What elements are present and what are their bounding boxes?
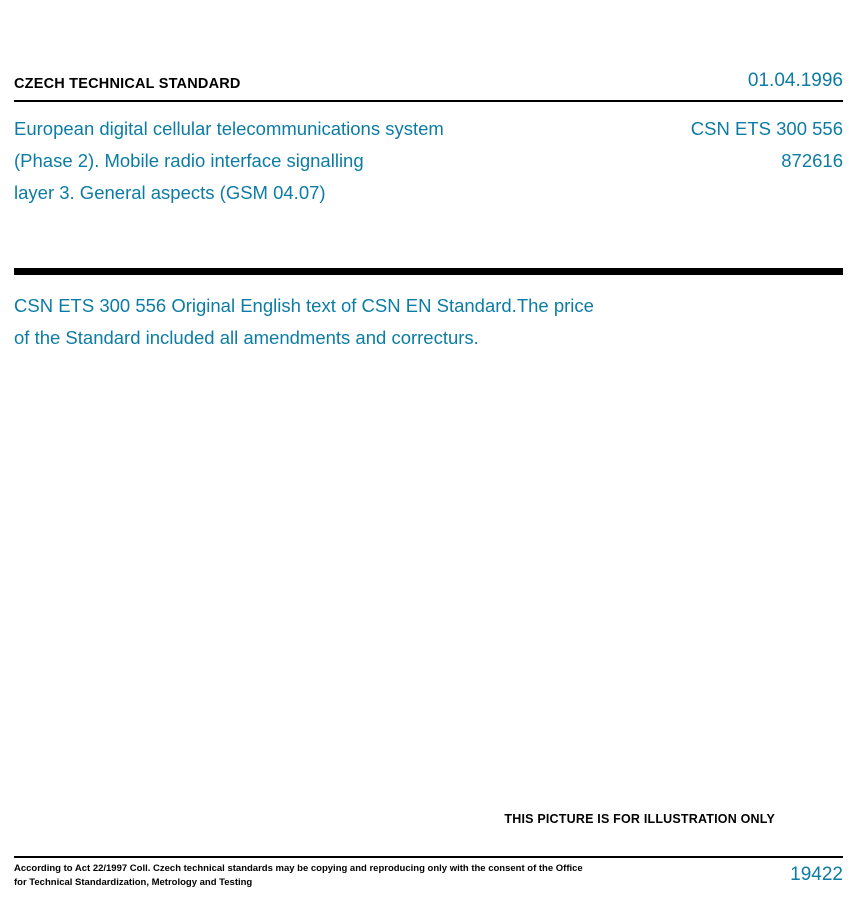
footer-legal-text [14, 862, 614, 889]
page-title: CZECH TECHNICAL STANDARD [14, 76, 241, 92]
header-divider [14, 100, 843, 102]
standard-note-line: CSN ETS 300 556 Original English text of CSN EN Standard.The price [14, 295, 594, 316]
standard-designation: CSN ETS 300 556 [690, 118, 843, 139]
publication-date: 01.04.1996 [747, 70, 843, 91]
standard-title-line: layer 3. General aspects (GSM 04.07) [14, 182, 326, 203]
standard-title-line: (Phase 2). Mobile radio interface signalling [14, 150, 364, 171]
standard-title [14, 113, 574, 209]
title-block [14, 113, 843, 209]
footer-document-number: 19422 [790, 864, 843, 885]
standard-title-line: European digital cellular telecommunications system [14, 118, 444, 139]
document-footer [14, 862, 843, 889]
illustration-notice: THIS PICTURE IS FOR ILLUSTRATION ONLY [504, 812, 775, 826]
footer-legal-line: for Technical Standardization, Metrology and Testing [14, 876, 253, 888]
standard-catalog-number: 872616 [781, 150, 843, 171]
standard-note-line: of the Standard included all amendments and correcturs. [14, 327, 479, 348]
section-divider [14, 268, 843, 275]
footer-divider [14, 856, 843, 858]
document-header [14, 70, 843, 92]
standard-note [14, 290, 843, 354]
standard-identifiers [593, 113, 843, 177]
footer-legal-line: According to Act 22/1997 Coll. Czech technical standards may be copying and reproducing only with the consent of the Office [14, 863, 583, 874]
